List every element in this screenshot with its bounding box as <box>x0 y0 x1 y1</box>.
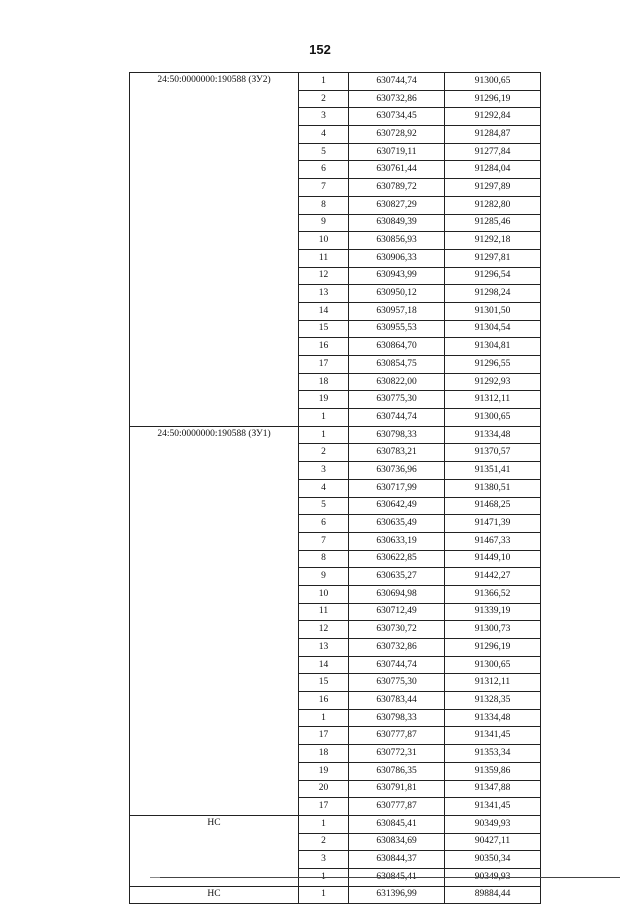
point-number-cell: 15 <box>299 320 349 338</box>
footer-rule <box>160 877 620 878</box>
table-row <box>130 886 541 904</box>
point-number-cell: 20 <box>299 780 349 798</box>
footer-rule-short <box>150 877 160 878</box>
x-coordinate-cell: 630712,49 <box>349 603 445 621</box>
y-coordinate-cell: 91347,88 <box>445 780 541 798</box>
x-coordinate-cell: 630834,69 <box>349 833 445 851</box>
x-coordinate-cell: 630734,45 <box>349 108 445 126</box>
point-number-cell: 3 <box>299 108 349 126</box>
x-coordinate-cell: 630717,99 <box>349 479 445 497</box>
x-coordinate-cell: 630845,41 <box>349 815 445 833</box>
page-number: 152 <box>309 42 331 57</box>
y-coordinate-cell: 91292,18 <box>445 232 541 250</box>
x-coordinate-cell: 630642,49 <box>349 497 445 515</box>
y-coordinate-cell: 91300,65 <box>445 656 541 674</box>
x-coordinate-cell: 630728,92 <box>349 126 445 144</box>
point-number-cell: 10 <box>299 585 349 603</box>
point-number-cell: 17 <box>299 356 349 374</box>
y-coordinate-cell: 91353,34 <box>445 745 541 763</box>
point-number-cell: 9 <box>299 214 349 232</box>
point-number-cell: 2 <box>299 833 349 851</box>
y-coordinate-cell: 91380,51 <box>445 479 541 497</box>
x-coordinate-cell: 631396,99 <box>349 886 445 904</box>
point-number-cell: 3 <box>299 462 349 480</box>
y-coordinate-cell: 91285,46 <box>445 214 541 232</box>
parcel-id-cell: 24:50:0000000:190588 (ЗУ2) <box>130 73 299 427</box>
y-coordinate-cell: 91304,81 <box>445 338 541 356</box>
x-coordinate-cell: 630694,98 <box>349 585 445 603</box>
x-coordinate-cell: 630955,53 <box>349 320 445 338</box>
y-coordinate-cell: 89884,44 <box>445 886 541 904</box>
point-number-cell: 10 <box>299 232 349 250</box>
y-coordinate-cell: 91292,93 <box>445 373 541 391</box>
point-number-cell: 6 <box>299 515 349 533</box>
point-number-cell: 1 <box>299 409 349 427</box>
point-number-cell: 4 <box>299 479 349 497</box>
y-coordinate-cell: 91312,11 <box>445 391 541 409</box>
point-number-cell: 19 <box>299 391 349 409</box>
point-number-cell: 2 <box>299 444 349 462</box>
point-number-cell: 11 <box>299 249 349 267</box>
y-coordinate-cell: 91449,10 <box>445 550 541 568</box>
x-coordinate-cell: 630777,87 <box>349 727 445 745</box>
point-number-cell: 17 <box>299 798 349 816</box>
x-coordinate-cell: 630744,74 <box>349 409 445 427</box>
y-coordinate-cell: 91471,39 <box>445 515 541 533</box>
y-coordinate-cell: 91277,84 <box>445 143 541 161</box>
x-coordinate-cell: 630775,30 <box>349 674 445 692</box>
y-coordinate-cell: 91351,41 <box>445 462 541 480</box>
y-coordinate-cell: 91341,45 <box>445 727 541 745</box>
x-coordinate-cell: 630730,72 <box>349 621 445 639</box>
x-coordinate-cell: 630786,35 <box>349 762 445 780</box>
point-number-cell: 18 <box>299 373 349 391</box>
y-coordinate-cell: 91296,19 <box>445 90 541 108</box>
point-number-cell: 7 <box>299 179 349 197</box>
point-number-cell: 14 <box>299 302 349 320</box>
x-coordinate-cell: 630783,44 <box>349 692 445 710</box>
x-coordinate-cell: 630957,18 <box>349 302 445 320</box>
y-coordinate-cell: 91292,84 <box>445 108 541 126</box>
x-coordinate-cell: 630791,81 <box>349 780 445 798</box>
y-coordinate-cell: 91284,04 <box>445 161 541 179</box>
y-coordinate-cell: 91442,27 <box>445 568 541 586</box>
table-row <box>130 426 541 444</box>
x-coordinate-cell: 630732,86 <box>349 639 445 657</box>
point-number-cell: 13 <box>299 639 349 657</box>
x-coordinate-cell: 630777,87 <box>349 798 445 816</box>
point-number-cell: 7 <box>299 532 349 550</box>
point-number-cell: 5 <box>299 497 349 515</box>
coordinates-table <box>129 72 541 904</box>
x-coordinate-cell: 630719,11 <box>349 143 445 161</box>
x-coordinate-cell: 630633,19 <box>349 532 445 550</box>
point-number-cell: 1 <box>299 815 349 833</box>
y-coordinate-cell: 91282,80 <box>445 196 541 214</box>
y-coordinate-cell: 91370,57 <box>445 444 541 462</box>
y-coordinate-cell: 91468,25 <box>445 497 541 515</box>
point-number-cell: 9 <box>299 568 349 586</box>
point-number-cell: 2 <box>299 90 349 108</box>
x-coordinate-cell: 630736,96 <box>349 462 445 480</box>
y-coordinate-cell: 90427,11 <box>445 833 541 851</box>
point-number-cell: 16 <box>299 338 349 356</box>
x-coordinate-cell: 630761,44 <box>349 161 445 179</box>
x-coordinate-cell: 630950,12 <box>349 285 445 303</box>
x-coordinate-cell: 630783,21 <box>349 444 445 462</box>
parcel-id-cell: НС <box>130 815 299 886</box>
point-number-cell: 11 <box>299 603 349 621</box>
point-number-cell: 13 <box>299 285 349 303</box>
y-coordinate-cell: 91300,65 <box>445 409 541 427</box>
y-coordinate-cell: 91296,19 <box>445 639 541 657</box>
point-number-cell: 1 <box>299 709 349 727</box>
y-coordinate-cell: 91300,73 <box>445 621 541 639</box>
parcel-id-cell: НС <box>130 886 299 904</box>
y-coordinate-cell: 91297,81 <box>445 249 541 267</box>
point-number-cell: 3 <box>299 851 349 869</box>
y-coordinate-cell: 90349,93 <box>445 815 541 833</box>
point-number-cell: 15 <box>299 674 349 692</box>
point-number-cell: 18 <box>299 745 349 763</box>
x-coordinate-cell: 630906,33 <box>349 249 445 267</box>
y-coordinate-cell: 91297,89 <box>445 179 541 197</box>
y-coordinate-cell: 91341,45 <box>445 798 541 816</box>
point-number-cell: 17 <box>299 727 349 745</box>
y-coordinate-cell: 90349,93 <box>445 868 541 886</box>
point-number-cell: 19 <box>299 762 349 780</box>
point-number-cell: 12 <box>299 621 349 639</box>
x-coordinate-cell: 630844,37 <box>349 851 445 869</box>
x-coordinate-cell: 630744,74 <box>349 73 445 91</box>
point-number-cell: 1 <box>299 886 349 904</box>
y-coordinate-cell: 91296,55 <box>445 356 541 374</box>
x-coordinate-cell: 630775,30 <box>349 391 445 409</box>
x-coordinate-cell: 630943,99 <box>349 267 445 285</box>
y-coordinate-cell: 91312,11 <box>445 674 541 692</box>
y-coordinate-cell: 91467,33 <box>445 532 541 550</box>
y-coordinate-cell: 90350,34 <box>445 851 541 869</box>
y-coordinate-cell: 91304,54 <box>445 320 541 338</box>
point-number-cell: 6 <box>299 161 349 179</box>
point-number-cell: 16 <box>299 692 349 710</box>
y-coordinate-cell: 91300,65 <box>445 73 541 91</box>
y-coordinate-cell: 91284,87 <box>445 126 541 144</box>
x-coordinate-cell: 630622,85 <box>349 550 445 568</box>
parcel-id-cell: 24:50:0000000:190588 (ЗУ1) <box>130 426 299 815</box>
x-coordinate-cell: 630732,86 <box>349 90 445 108</box>
x-coordinate-cell: 630798,33 <box>349 426 445 444</box>
point-number-cell: 1 <box>299 73 349 91</box>
x-coordinate-cell: 630856,93 <box>349 232 445 250</box>
point-number-cell: 8 <box>299 550 349 568</box>
y-coordinate-cell: 91328,35 <box>445 692 541 710</box>
point-number-cell: 14 <box>299 656 349 674</box>
x-coordinate-cell: 630845,41 <box>349 868 445 886</box>
y-coordinate-cell: 91334,48 <box>445 426 541 444</box>
y-coordinate-cell: 91301,50 <box>445 302 541 320</box>
y-coordinate-cell: 91339,19 <box>445 603 541 621</box>
x-coordinate-cell: 630822,00 <box>349 373 445 391</box>
x-coordinate-cell: 630854,75 <box>349 356 445 374</box>
x-coordinate-cell: 630798,33 <box>349 709 445 727</box>
table-row <box>130 815 541 833</box>
x-coordinate-cell: 630827,29 <box>349 196 445 214</box>
point-number-cell: 12 <box>299 267 349 285</box>
point-number-cell: 5 <box>299 143 349 161</box>
x-coordinate-cell: 630789,72 <box>349 179 445 197</box>
x-coordinate-cell: 630772,31 <box>349 745 445 763</box>
x-coordinate-cell: 630635,27 <box>349 568 445 586</box>
y-coordinate-cell: 91334,48 <box>445 709 541 727</box>
x-coordinate-cell: 630864,70 <box>349 338 445 356</box>
point-number-cell: 1 <box>299 868 349 886</box>
coordinates-table-body <box>130 73 541 904</box>
x-coordinate-cell: 630635,49 <box>349 515 445 533</box>
x-coordinate-cell: 630744,74 <box>349 656 445 674</box>
y-coordinate-cell: 91298,24 <box>445 285 541 303</box>
x-coordinate-cell: 630849,39 <box>349 214 445 232</box>
y-coordinate-cell: 91359,86 <box>445 762 541 780</box>
y-coordinate-cell: 91296,54 <box>445 267 541 285</box>
y-coordinate-cell: 91366,52 <box>445 585 541 603</box>
point-number-cell: 8 <box>299 196 349 214</box>
point-number-cell: 4 <box>299 126 349 144</box>
point-number-cell: 1 <box>299 426 349 444</box>
table-row <box>130 73 541 91</box>
